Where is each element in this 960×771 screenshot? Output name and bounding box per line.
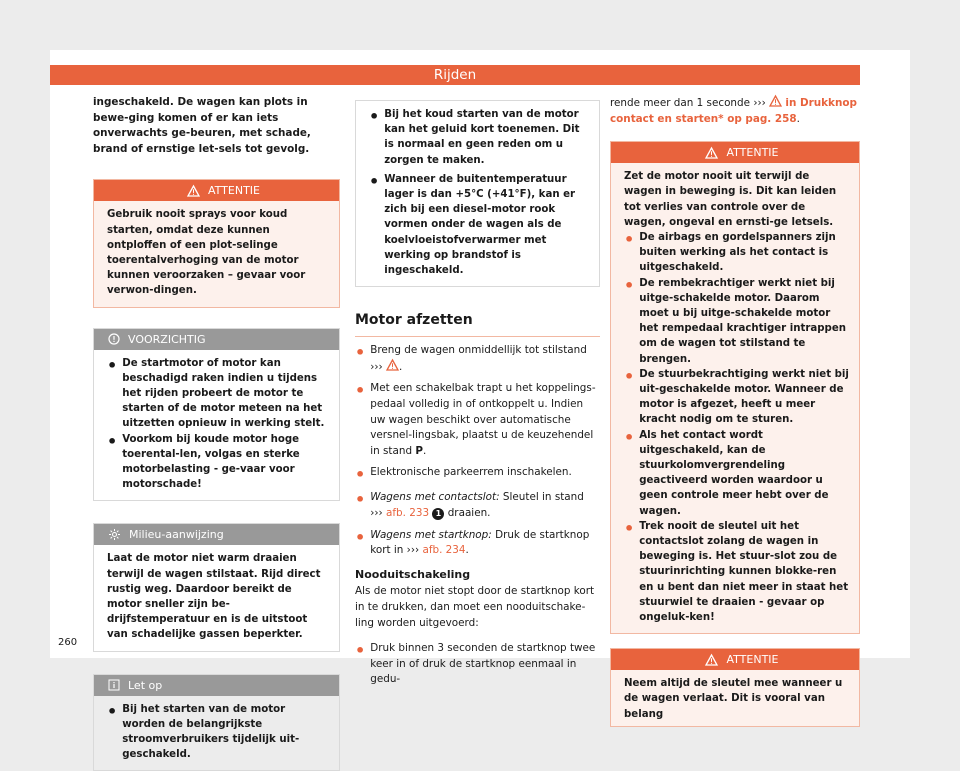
letop-title-bar (94, 675, 339, 696)
list-item-text: Wanneer de buitentemperatuur lager is dan +5°C (+41°F), kan er zich bij een diesel-motor rook vormen onder de wagen als de koelvloeistofverwarmer met werking op brandstof is ingeschakeld. (384, 173, 576, 277)
bullet-dot: • (624, 366, 635, 386)
info-icon (108, 679, 120, 691)
bullet-dot: • (355, 343, 366, 363)
bullet-dot: • (624, 230, 635, 249)
list-item-text: Trek nooit de sleutel uit het contactslot zolang de wagen in beweging is. Het stuur-slot zou de stuurinrichting kunnen blokke-ren en u bent dan niet meer in staat het stuurwiel te draaien - gevaar op ongeluk-ken! (639, 520, 849, 624)
list-item-text: Wagens met startknop: Druk de startknop kort in ››› afb. 234. (370, 528, 590, 557)
list-item-text: Voorkom bij koude motor hoge toerental-len, volgas en sterke motorbelasting - ge-vaar voor motorschade! (122, 433, 300, 491)
bullet-dot: • (624, 427, 635, 447)
bullet-dot: • (107, 701, 118, 721)
list-item-text: De stuurbekrachtiging werkt niet bij uit-geschakelde motor. Wanneer de motor is afgezet, heeft u meer kracht nodig om te sturen. (639, 368, 849, 426)
column-middle (355, 95, 600, 688)
warning-triangle-icon[interactable] (386, 359, 399, 371)
voorzichtig-title: VOORZICHTIG (128, 332, 206, 346)
warning-triangle-icon[interactable] (769, 95, 782, 107)
bullet-dot: • (107, 431, 118, 451)
attentie-box-1 (93, 179, 340, 307)
attentie-title-bar (611, 142, 859, 163)
warning-triangle-icon (705, 654, 718, 666)
attentie-title-bar (94, 180, 339, 201)
list-item (624, 230, 849, 276)
list-item (369, 172, 589, 278)
callout-number: 1 (432, 508, 444, 520)
reference-arrows: ››› (753, 97, 766, 109)
bullet-dot: • (355, 381, 366, 401)
list-item-text: Bij het koud starten van de motor kan het geluid kort toenemen. Dit is normaal en geen reden om u zorgen te maken. (384, 109, 580, 166)
attentie-body (611, 670, 859, 726)
figure-link[interactable]: afb. 233 (386, 506, 430, 519)
intro-paragraph: ingeschakeld. De wagen kan plots in bewe-ging komen of er kan iets onverwachts ge-beuren, met schade, brand of ernstige let-sels tot gevolg. (93, 96, 311, 155)
list-item-text: Met een schakelbak trapt u het koppelings-pedaal volledig in of ontkoppelt u. Indien uw wagen beschikt over automatische versnel-lingsbak, plaatst u de keuzehendel in stand P. (370, 382, 596, 457)
page-header: Rijden (50, 65, 860, 85)
list-item (355, 381, 600, 459)
note-box-continued (355, 100, 600, 287)
warning-triangle-icon (187, 185, 200, 197)
reference-arrows: ››› (370, 360, 383, 373)
list-item (624, 519, 849, 625)
bullet-dot: • (355, 641, 366, 661)
voorzichtig-body (94, 350, 339, 501)
milieu-box (93, 523, 340, 651)
leaf-icon (108, 528, 121, 541)
bullet-dot: • (355, 465, 366, 485)
attentie-title-bar (611, 649, 859, 670)
list-item (355, 343, 600, 375)
milieu-title: Milieu-aanwijzing (129, 528, 224, 542)
list-item (624, 276, 849, 367)
voorzichtig-title-bar (94, 329, 339, 350)
milieu-body (94, 545, 339, 650)
reference-arrows: ››› (406, 544, 420, 557)
list-item (355, 490, 600, 521)
bullet-dot: • (355, 527, 366, 547)
list-item (624, 428, 849, 519)
list-item (355, 465, 600, 484)
letop-box (93, 674, 340, 771)
letop-body (94, 696, 339, 771)
milieu-text: Laat de motor niet warm draaien terwijl de wagen stilstaat. Rijd direct rustig weg. Daardoor bereikt de motor sneller zijn be-drijfstemperatuur en is de uitstoot van schadelijke gassen beperkter. (107, 553, 321, 641)
list-item-text: Als het contact wordt uitgeschakeld, kan de stuurkolomvergrendeling geactiveerd worden waardoor u geen controle meer hebt over de wagen. (639, 429, 829, 517)
list-item (107, 702, 329, 763)
list-item (355, 528, 600, 559)
list-item (355, 641, 600, 688)
page-number: 260 (58, 637, 78, 648)
list-item (369, 107, 589, 168)
bullet-dot: • (624, 275, 635, 295)
list-item (107, 356, 329, 432)
attentie-text: Gebruik nooit sprays voor koud starten, omdat deze kunnen ontploffen of een plot-selinge toerentalverhoging van de motor kunnen veroorzaken – gevaar voor verwon-dingen. (107, 209, 306, 297)
attentie-box-3 (610, 648, 860, 727)
list-item-text: De rembekrachtiger werkt niet bij uitge-schakelde motor. Daarom moet u bij uitge-schakelde motor het rempedaal krachtiger intrappen om de wagen tot stilstand te brengen. (639, 277, 847, 365)
warning-triangle-icon (705, 147, 718, 159)
reference-arrows: ››› (370, 506, 383, 519)
column-left (93, 95, 340, 771)
bullet-dot: • (107, 355, 118, 375)
attentie-title: ATTENTIE (726, 653, 779, 667)
list-item (624, 367, 849, 428)
attentie-text: Neem altijd de sleutel mee wanneer u de wagen verlaat. Dit is vooral van belang (624, 678, 843, 720)
list-item (107, 432, 329, 493)
attentie-body (611, 163, 859, 633)
paragraph: Als de motor niet stopt door de startknop kort in te drukken, dan moet een nooduitschake-ling worden uitgevoerd: (355, 585, 595, 629)
voorzichtig-box (93, 328, 340, 502)
exclamation-circle-icon (108, 333, 120, 345)
note-box-body (356, 101, 599, 286)
paragraph: rende meer dan 1 seconde ››› in Drukknop contact en starten* op pag. 258. (610, 97, 857, 125)
attentie-title: ATTENTIE (207, 184, 260, 198)
list-item-text: Druk binnen 3 seconden de startknop twee keer in of druk de startknop eenmaal in gedu- (370, 642, 596, 686)
milieu-title-bar (94, 524, 339, 545)
bullet-dot: • (624, 518, 635, 538)
attentie-body (94, 201, 339, 306)
attentie-title: ATTENTIE (726, 146, 779, 160)
page-link[interactable]: in Drukknop contact en starten* op pag. 258 (610, 97, 857, 125)
list-item-text: Bij het starten van de motor worden de belangrijkste stroomverbruikers tijdelijk uit-geschakeld. (122, 703, 300, 761)
letop-title: Let op (128, 678, 163, 692)
list-item-text: Breng de wagen onmiddellijk tot stilstand ››› . (370, 344, 587, 373)
column-right (610, 95, 860, 727)
figure-link[interactable]: afb. 234 (422, 544, 466, 557)
attentie-box-2 (610, 141, 860, 634)
list-item-text: De airbags en gordelspanners zijn buiten werking als het contact is uitgeschakeld. (639, 232, 836, 274)
section-heading: Motor afzetten (355, 312, 600, 337)
subheading: Nooduitschakeling (355, 567, 471, 581)
list-item-text: Wagens met contactslot: Sleutel in stand ››› afb. 233 1 draaien. (370, 491, 584, 519)
list-item-text: De startmotor of motor kan beschadigd raken indien u tijdens het rijden probeert de motor te starten of de motor meteen na het uitzetten opnieuw in werking stelt. (122, 357, 325, 430)
attentie-intro: Zet de motor nooit uit terwijl de wagen in beweging is. Dit kan leiden tot verlies van controle over de wagen, ongeval en ernsti-ge letsels. (624, 171, 837, 228)
bullet-dot: • (355, 490, 366, 510)
bullet-dot: • (369, 171, 380, 191)
list-item-text: Elektronische parkeerrem inschakelen. (370, 466, 572, 479)
bullet-dot: • (369, 107, 380, 126)
